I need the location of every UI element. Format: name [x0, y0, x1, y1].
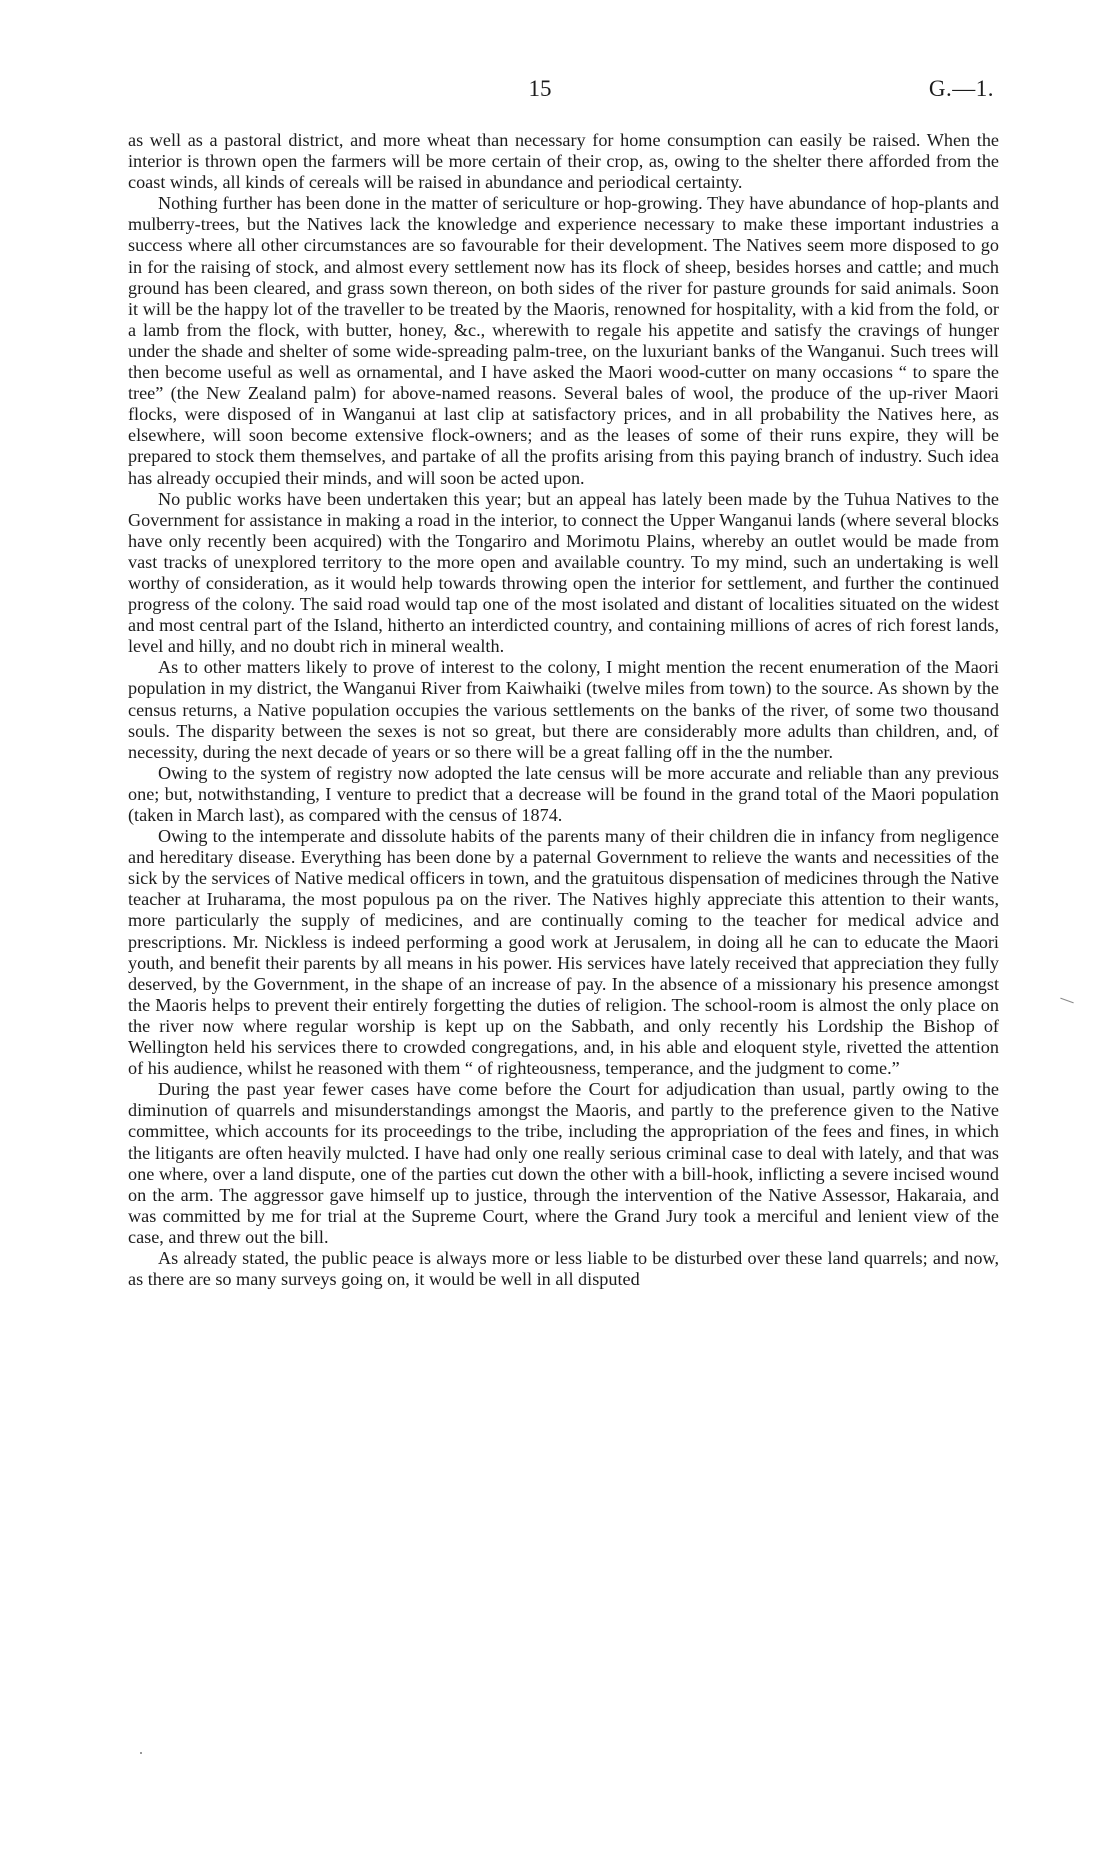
paragraph-census-enumeration: As to other matters likely to prove of interest to the colony, I might mention the recent enumeration of the Maori population in my district, the Wanganui River from Kaiwhaiki (twelve miles from town) to the source. As shown by the census returns, a Native population occupies the various settlements on the banks of the river, of some two thousand souls. The disparity between the sexes is not so great, but there are considerably more adults than children, and, of necessity, during the next decade of years or so there will be a great falling off in the the number.	[128, 657, 999, 762]
paragraph-land-quarrels: As already stated, the public peace is always more or less liable to be disturbed over these land quarrels; and now, as there are so many surveys going on, it would be well in all disputed	[128, 1247, 999, 1290]
body-text	[128, 130, 999, 1290]
paragraph-registry-system: Owing to the system of registry now adopted the late census will be more accurate and reliable than any previous one; but, notwithstanding, I venture to predict that a decrease will be found in the grand total of the Maori population (taken in March last), as compared with the census of 1874.	[128, 762, 999, 825]
page-number: 15	[528, 76, 552, 101]
paragraph-sericulture: Nothing further has been done in the matter of sericulture or hop-growing. They have abundance of hop-plants and mulberry-trees, but the Natives lack the knowledge and experience necessary to make these important industries a success where all other circumstances are so favourable for their development. The Natives seem more disposed to go in for the raising of stock, and almost every settlement now has its flock of sheep, besides horses and cattle; and much ground has been cleared, and grass sown thereon, on both sides of the river for pasture grounds for said animals. Soon it will be the happy lot of the traveller to be treated by the Maoris, renowned for hospitality, with a kid from the fold, or a lamb from the flock, with butter, honey, &c., wherewith to regale his appetite and satisfy the cravings of hunger under the shade and shelter of some wide-spreading palm-tree, on the luxuriant banks of the Wanganui. Such trees will then become useful as well as ornamental, and I have asked the Maori wood-cutter on many occasions “ to spare the tree” (the New Zealand palm) for above-named reasons. Several bales of wool, the produce of the up-river Maori flocks, were disposed of in Wanganui at last clip at satisfactory prices, and in all probability the Natives here, as elsewhere, will soon become extensive flock-owners; and as the leases of some of their runs expire, they will be prepared to stock them themselves, and partake of all the profits arising from this paying branch of industry. Such idea has already occupied their minds, and will soon be acted upon.	[128, 193, 999, 488]
margin-mark	[1060, 998, 1073, 1004]
document-reference: G.—1.	[928, 76, 994, 101]
paragraph-pastoral-district: as well as a pastoral district, and more wheat than necessary for home consumption can easily be raised. When the interior is thrown open the farmers will be more certain of their crop, as, owing to the shelter there afforded from the coast winds, all kinds of cereals will be raised in abundance and periodical certainty.	[128, 130, 999, 193]
paragraph-court-cases: During the past year fewer cases have come before the Court for adjudication than usual, partly owing to the diminution of quarrels and misunderstandings amongst the Maoris, and partly to the preference given to the Native committee, which accounts for its proceedings to the tribe, including the appropriation of the fees and fines, in which the litigants are often heavily mulcted. I have had only one really serious criminal case to deal with lately, and that was one where, over a land dispute, one of the parties cut down the other with a bill-hook, inflicting a severe incised wound on the arm. The aggressor gave himself up to justice, through the intervention of the Native Assessor, Hakaraia, and was committed by me for trial at the Supreme Court, where the Grand Jury took a merciful and lenient view of the case, and threw out the bill.	[128, 1079, 999, 1247]
paragraph-public-works: No public works have been undertaken this year; but an appeal has lately been made by the Tuhua Natives to the Government for assistance in making a road in the interior, to connect the Upper Wanganui lands (where several blocks have only recently been acquired) with the Tongariro and Morimotu Plains, whereby an outlet would be made from vast tracks of unexplored territory to the more open and available country. To my mind, such an undertaking is well worthy of consideration, as it would help towards throwing open the interior for settlement, and further the continued progress of the colony. The said road would tap one of the most isolated and distant of localities situated on the widest and most central part of the Island, hitherto an interdicted country, and containing millions of acres of rich forest lands, level and hilly, and no doubt rich in mineral wealth.	[128, 488, 999, 657]
paper-speck	[140, 1752, 142, 1754]
paragraph-health-and-education: Owing to the intemperate and dissolute habits of the parents many of their children die in infancy from negligence and hereditary disease. Everything has been done by a paternal Government to relieve the wants and necessities of the sick by the services of Native medical officers in town, and the gratuitous dispensation of medicines through the Native teacher at Iruharama, the most populous pa on the river. The Natives highly appreciate this attention to their wants, more particularly the supply of medicines, and are continually coming to the teacher for medical advice and prescriptions. Mr. Nickless is indeed performing a good work at Jerusalem, in doing all he can to educate the Maori youth, and benefit their parents by all means in his power. His services have lately received that appreciation they fully deserved, by the Government, in the shape of an increase of pay. In the absence of a missionary his presence amongst the Maoris helps to prevent their entirely forgetting the duties of religion. The school-room is almost the only place on the river now where regular worship is kept up on the Sabbath, and only recently his Lordship the Bishop of Wellington held his services there to crowded congregations, and, in his able and eloquent style, rivetted the attention of his audience, whilst he reasoned with them “ of righteousness, temperance, and the judgment to come.”	[128, 826, 999, 1079]
